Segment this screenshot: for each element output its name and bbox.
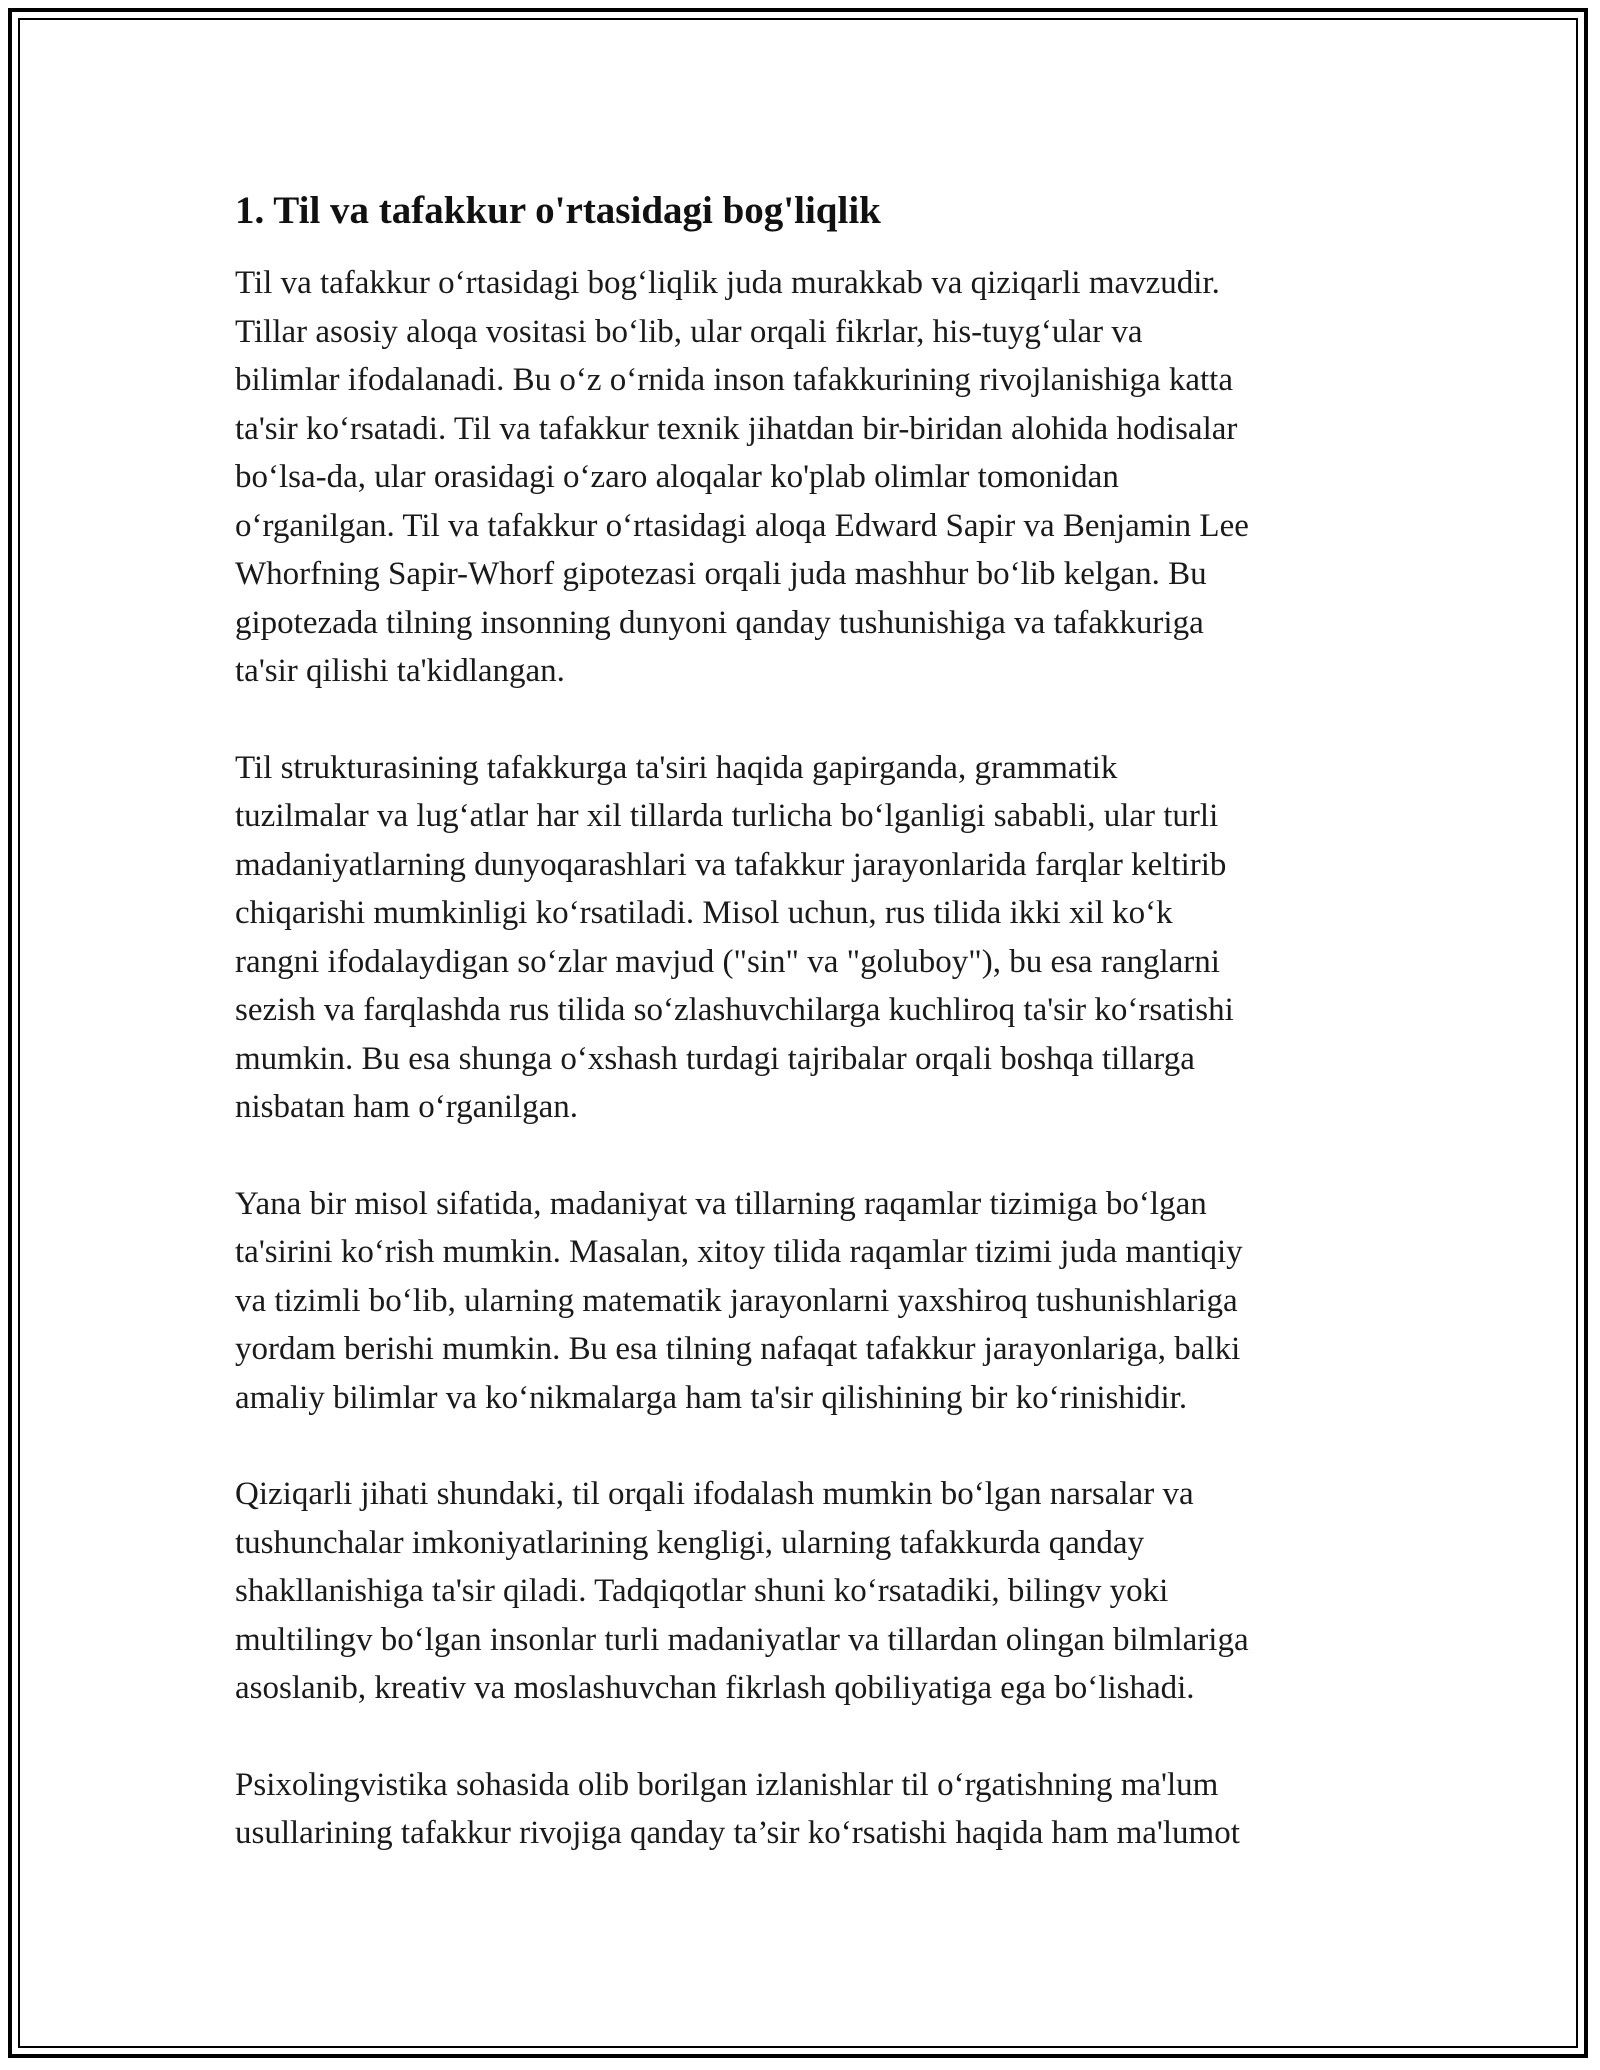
paragraph-5: Psixolingvistika sohasida olib borilgan izlanishlar til o‘rgatishning ma'lum usullarining tafakkur rivojiga qanday ta’sir ko‘rsatishi haqida ham ma'lumot: [235, 1766, 1240, 1851]
document-body: [235, 185, 1385, 1906]
paragraph-3: Yana bir misol sifatida, madaniyat va tillarning raqamlar tizimiga bo‘lgan ta'sirini ko‘rish mumkin. Masalan, xitoy tilida raqamlar tizimi juda mantiqiy va tizimli bo‘lib, ularning matematik jarayonlarni yaxshiroq tushunishlariga yordam berishi mumkin. Bu esa tilning nafaqat tafakkur jarayonlariga, balki amaliy bilimlar va ko‘nikmalarga ham ta'sir qilishining bir ko‘rinishidir.: [235, 1185, 1243, 1416]
section-heading: 1. Til va tafakkur o'rtasidagi bog'liqlik: [235, 189, 881, 232]
paragraph-4: Qiziqarli jihati shundaki, til orqali ifodalash mumkin bo‘lgan narsalar va tushunchalar imkoniyatlarining kengligi, ularning tafakkurda qanday shakllanishiga ta'sir qiladi. Tadqiqotlar shuni ko‘rsatadiki, bilingv yoki multilingv bo‘lgan insonlar turli madaniyatlar va tillardan olingan bilmlariga asoslanib, kreativ va moslashuvchan fikrlash qobiliyatiga ega bo‘lishadi.: [235, 1476, 1249, 1706]
paragraph-1: Til va tafakkur o‘rtasidagi bog‘liqlik juda murakkab va qiziqarli mavzudir. Tillar asosiy aloqa vositasi bo‘lib, ular orqali fikrlar, his-tuyg‘ular va bilimlar ifodalanadi. Bu o‘z o‘rnida inson tafakkurining rivojlanishiga katta ta'sir ko‘rsatadi. Til va tafakkur texnik jihatdan bir-biridan alohida hodisalar bo‘lsa-da, ular orasidagi o‘zaro aloqalar ko'plab olimlar tomonidan o‘rganilgan. Til va tafakkur o‘rtasidagi aloqa Edward Sapir va Benjamin Lee Whorfning Sapir-Whorf gipotezasi orqali juda mashhur bo‘lib kelgan. Bu gipotezada tilning insonning dunyoni qanday tushunishiga va tafakkuriga ta'sir qilishi ta'kidlangan.: [235, 265, 1249, 689]
paragraph-2: Til strukturasining tafakkurga ta'siri haqida gapirganda, grammatik tuzilmalar va lug‘atlar har xil tillarda turlicha bo‘lganligi sababli, ular turli madaniyatlarning dunyoqarashlari va tafakkur jarayonlarida farqlar keltirib chiqarishi mumkinligi ko‘rsatiladi. Misol uchun, rus tilida ikki xil ko‘k rangni ifodalaydigan so‘zlar mavjud ("sin" va "goluboy"), bu esa ranglarni sezish va farqlashda rus tilida so‘zlashuvchilarga kuchliroq ta'sir ko‘rsatishi mumkin. Bu esa shunga o‘xshash turdagi tajribalar orqali boshqa tillarga nisbatan ham o‘rganilgan.: [235, 749, 1234, 1125]
